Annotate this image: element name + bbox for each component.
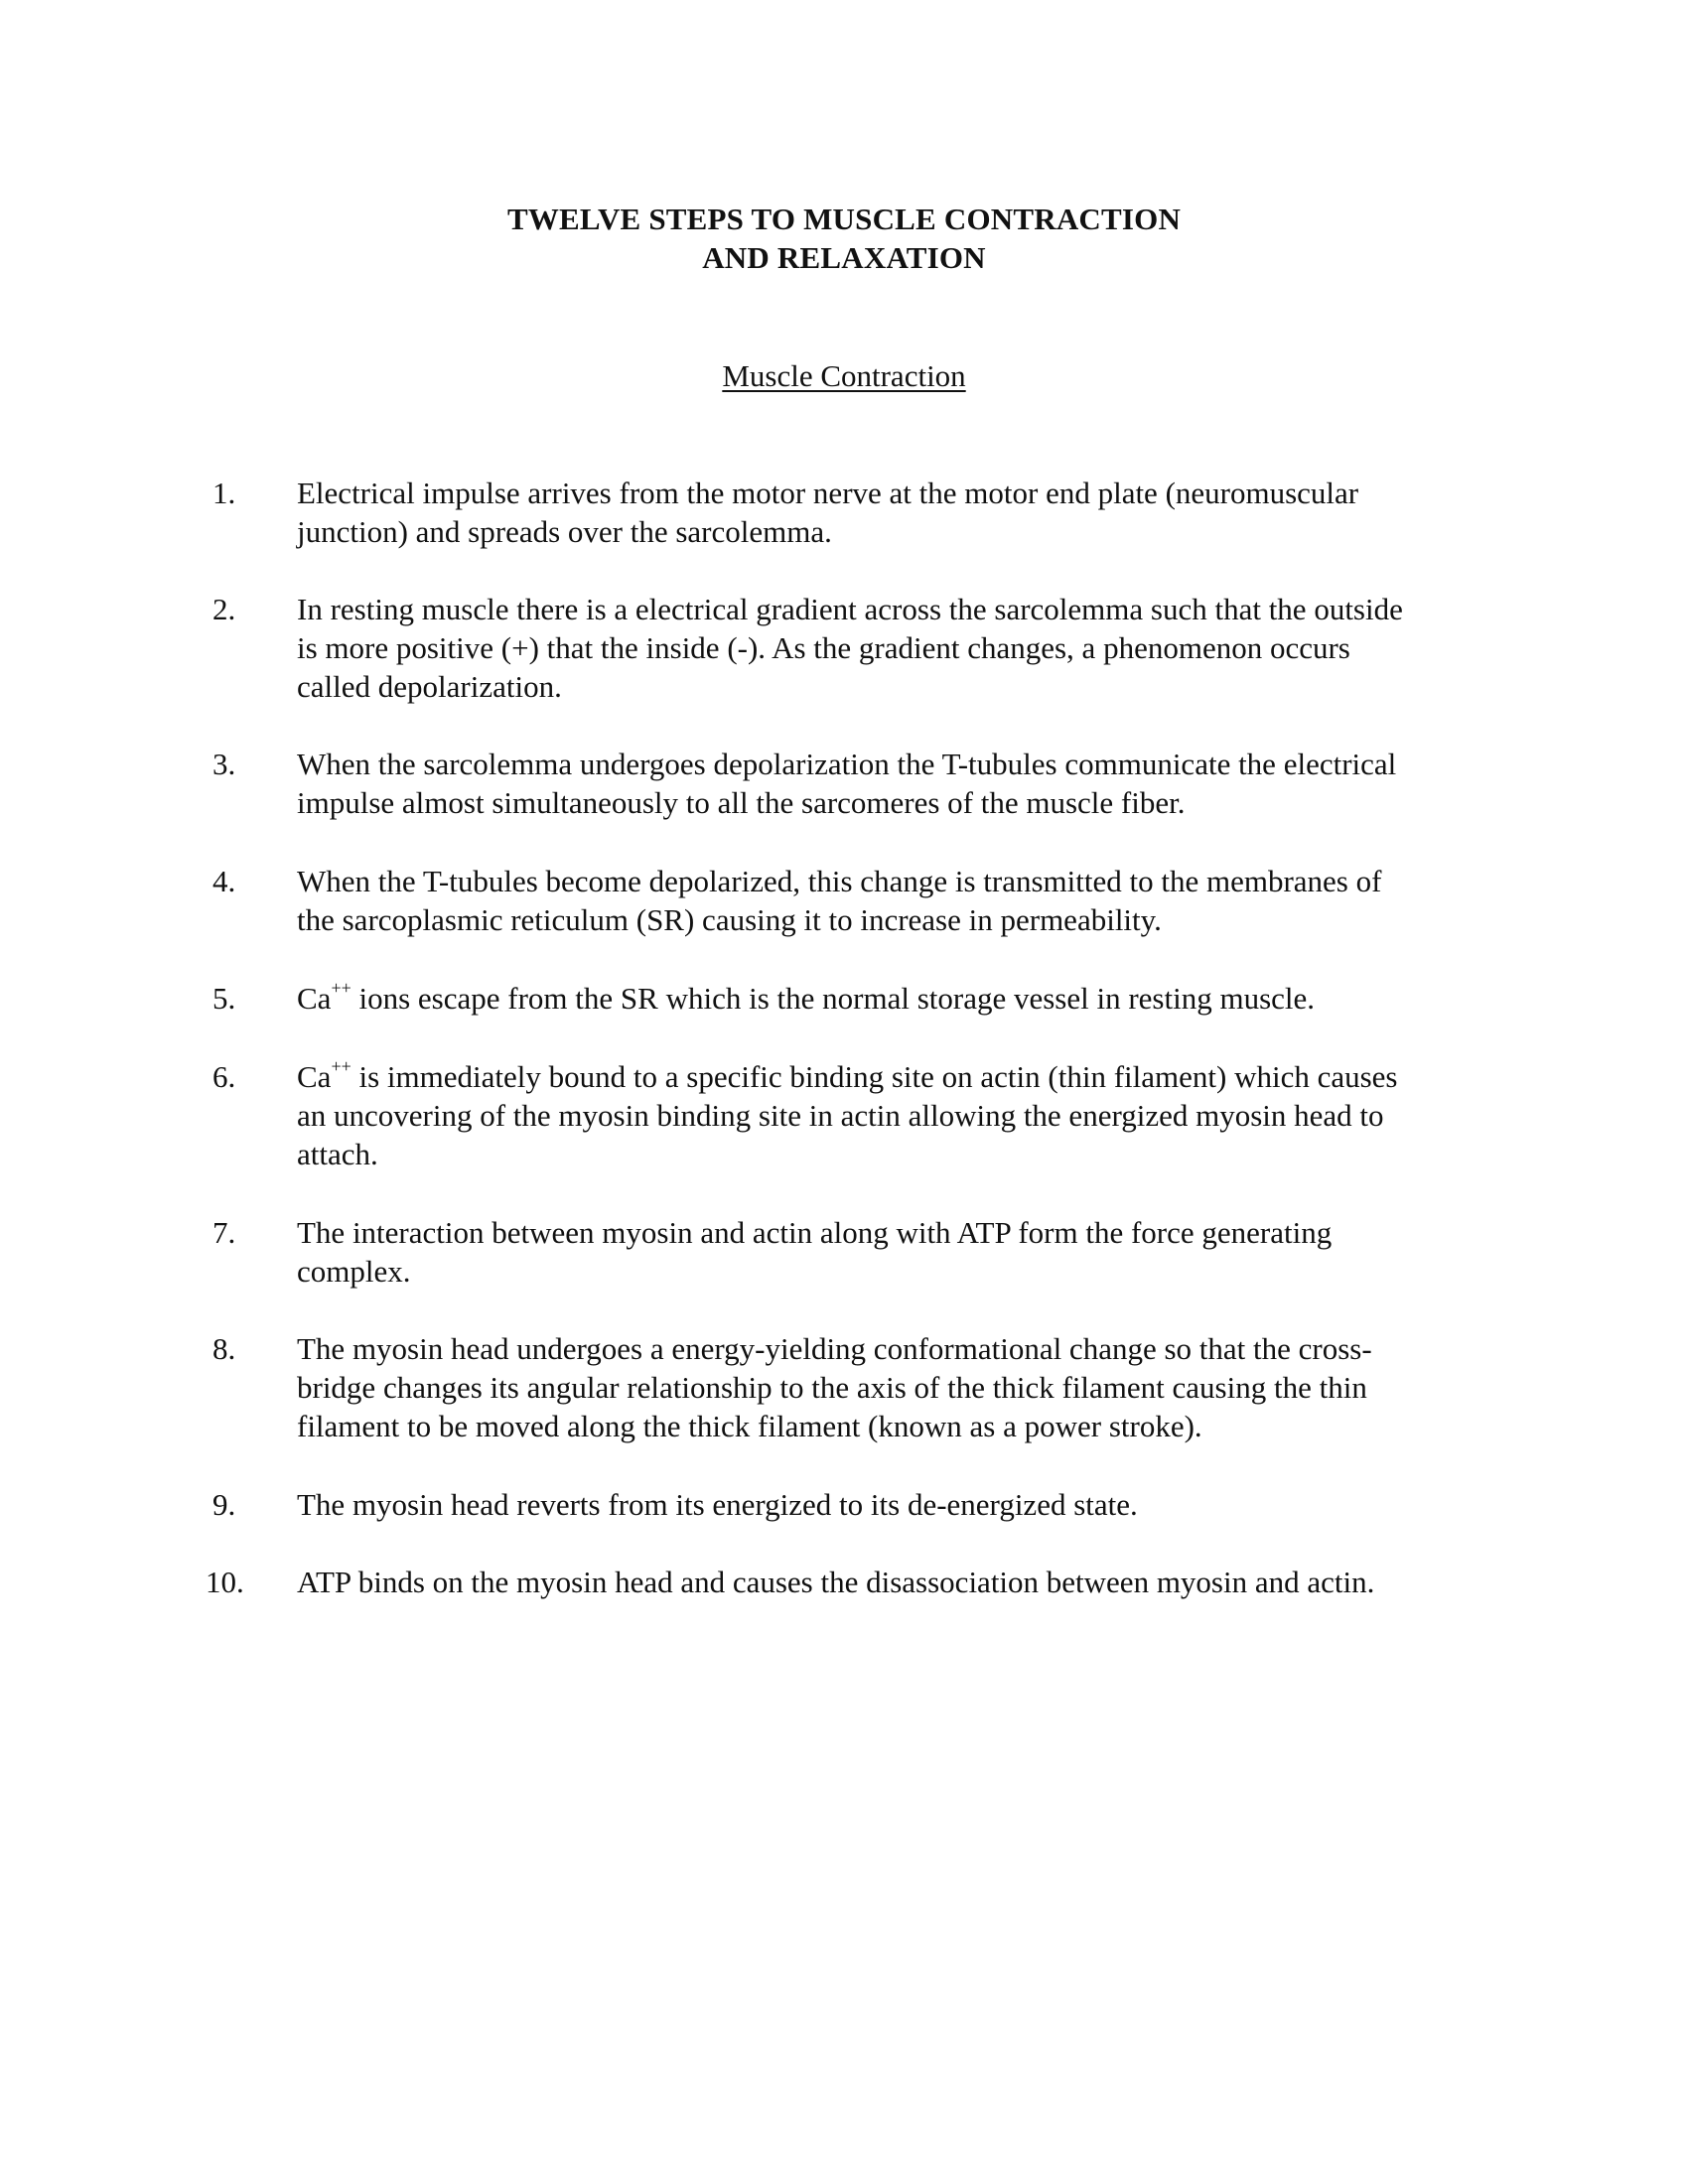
step-number: 1. <box>212 476 236 510</box>
step-text <box>297 862 1488 939</box>
step-text-line <box>297 1057 1488 1096</box>
document-title-line-1: TWELVE STEPS TO MUSCLE CONTRACTION <box>506 202 1182 236</box>
ion-symbol: Ca <box>297 981 332 1016</box>
step-text-line: attach. <box>297 1137 378 1171</box>
step-text-line: The myosin head reverts from its energized to its de-energized state. <box>297 1487 1138 1522</box>
step-number: 3. <box>212 747 236 781</box>
step-text-line: junction) and spreads over the sarcolemma. <box>297 514 832 549</box>
step-text-line <box>297 979 1488 1018</box>
step-text <box>297 590 1488 706</box>
ion-charge: ++ <box>331 1055 352 1076</box>
step-number: 7. <box>212 1215 236 1250</box>
step-number: 6. <box>212 1059 236 1094</box>
step-text <box>297 1485 1488 1524</box>
step-text-line: the sarcoplasmic reticulum (SR) causing it to increase in permeability. <box>297 902 1162 937</box>
step-text-line: In resting muscle there is a electrical gradient across the sarcolemma such that the outside <box>297 592 1403 626</box>
step-text <box>297 1057 1488 1173</box>
step-text-rest: is immediately bound to a specific binding site on actin (thin filament) which causes <box>351 1059 1398 1094</box>
step-text-line: an uncovering of the myosin binding site in actin allowing the energized myosin head to <box>297 1098 1384 1133</box>
step-number: 9. <box>212 1487 236 1522</box>
document-title-line-2: AND RELAXATION <box>702 240 986 275</box>
step-number: 10. <box>206 1565 244 1599</box>
step-text-line: called depolarization. <box>297 669 562 704</box>
step-number: 2. <box>212 592 236 626</box>
step-text-line: filament to be moved along the thick filament (known as a power stroke). <box>297 1409 1202 1443</box>
ion-symbol: Ca <box>297 1059 332 1094</box>
step-text-line: When the sarcolemma undergoes depolarization the T-tubules communicate the electrical <box>297 747 1397 781</box>
step-number: 4. <box>212 864 236 898</box>
step-text-line: bridge changes its angular relationship to the axis of the thick filament causing the thin <box>297 1370 1367 1405</box>
step-text <box>297 1213 1488 1291</box>
step-number: 5. <box>212 981 236 1016</box>
step-text-line: ATP binds on the myosin head and causes the disassociation between myosin and actin. <box>297 1565 1375 1599</box>
step-text <box>297 1329 1488 1445</box>
step-text-rest: ions escape from the SR which is the normal storage vessel in resting muscle. <box>351 981 1316 1016</box>
step-text <box>297 979 1488 1018</box>
step-text-line: The interaction between myosin and actin along with ATP form the force generating <box>297 1215 1333 1250</box>
section-heading: Muscle Contraction <box>722 358 966 393</box>
step-text-line: is more positive (+) that the inside (-). As the gradient changes, a phenomenon occurs <box>297 630 1350 665</box>
step-text-line: The myosin head undergoes a energy-yielding conformational change so that the cross- <box>297 1331 1372 1366</box>
step-text-line: When the T-tubules become depolarized, this change is transmitted to the membranes of <box>297 864 1382 898</box>
step-text-line: Electrical impulse arrives from the motor nerve at the motor end plate (neuromuscular <box>297 476 1359 510</box>
step-text-line: complex. <box>297 1254 411 1289</box>
step-text <box>297 1563 1488 1601</box>
step-number: 8. <box>212 1331 236 1366</box>
step-text-line: impulse almost simultaneously to all the sarcomeres of the muscle fiber. <box>297 785 1186 820</box>
step-text <box>297 474 1488 551</box>
ion-charge: ++ <box>331 977 352 998</box>
step-text <box>297 745 1488 822</box>
section-heading-wrapper <box>0 356 1688 395</box>
